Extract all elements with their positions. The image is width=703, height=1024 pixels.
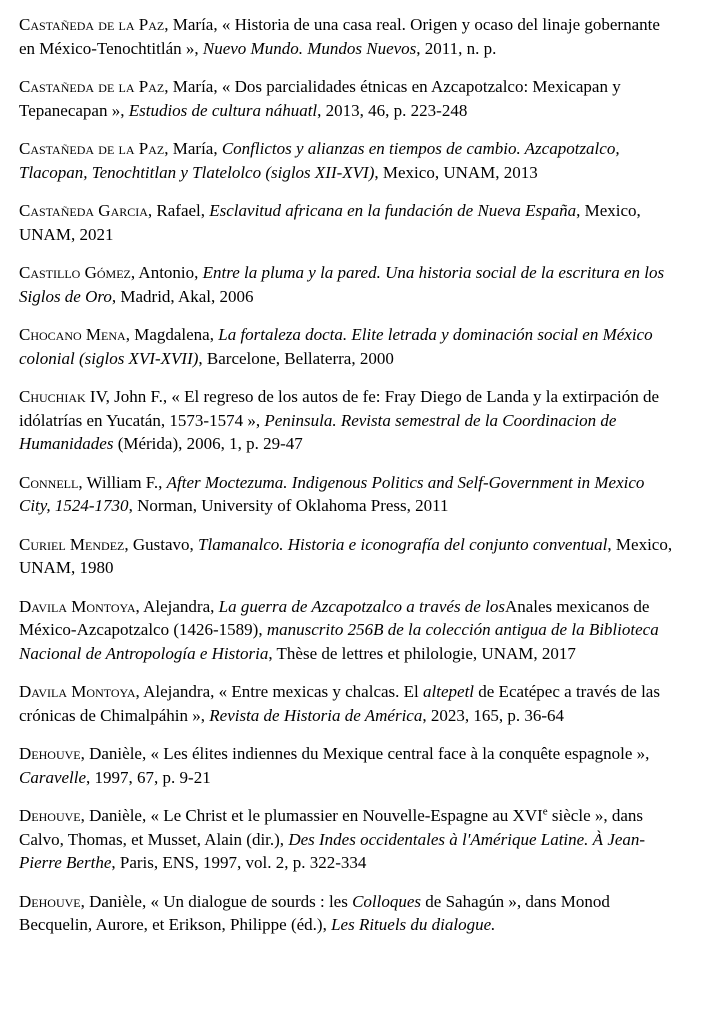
bibliography-entry [19,13,679,60]
entry-text: , Mexico, UNAM, 2013 [374,162,538,182]
bibliography-entry [19,595,679,666]
work-title: Entre la pluma y la pared. Una historia social de la escritura en los Siglos de Oro [19,263,665,306]
author-surname: Dehouve [19,891,81,911]
entry-text: IV, John F., « El regreso de los autos de fe: Fray Diego de Landa y la extirpación de idólatrías en Yucatán, 1573-1574 », [19,387,660,430]
entry-text: , William F., [78,472,167,492]
work-title: Peninsula. Revista semestral de la Coordinacion de Humanidades [19,410,617,453]
author-surname: Connell [19,472,79,492]
bibliography-entry [19,75,679,122]
author-surname: Curiel Mendez [19,534,125,554]
entry-text: , María, « Dos parcialidades étnicas en Azcapotzalco: Mexicapan y Tepanecapan », [19,77,621,120]
entry-text: , Magdalena, [125,325,219,344]
work-title: Des Indes occidentales à l'Amérique Latine. À Jean-Pierre Berthe [19,829,646,872]
entry-text: , 2013, 46, p. 223-248 [317,100,468,120]
entry-text: , Rafael, [147,201,210,220]
author-surname: Dehouve [19,806,81,825]
entry-text: Anales mexicanos de México-Azcapotzalco (1426-1589), [19,596,650,639]
entry-text: , Norman, University of Oklahoma Press, 2011 [128,496,449,515]
entry-text: , Paris, ENS, 1997, vol. 2, p. 322-334 [111,853,367,872]
work-title: manuscrito 256B de la colección antigua de la Biblioteca Nacional de Antropología e Historia [19,620,659,663]
entry-text: , Danièle, « Un dialogue de sourds : les [80,891,353,911]
work-title: Revista de Historia de América [209,705,423,725]
work-title: Caravelle [19,767,87,787]
bibliography-entry [19,742,679,789]
entry-text: , Thèse de lettres et philologie, UNAM, 2017 [268,643,576,663]
entry-text: , María, « Historia de una casa real. Origen y ocaso del linaje gobernante en México-Tenochtitlán », [19,15,660,58]
author-surname: Castañeda de la Paz [19,77,165,96]
entry-text: , Madrid, Akal, 2006 [111,286,254,306]
entry-text: , Danièle, « Le Christ et le plumassier en Nouvelle-Espagne au XVI [80,806,543,825]
work-title: La fortaleza docta. Elite letrada y dominación social en México colonial (siglos XVI-XVII) [19,325,653,368]
author-surname: Castañeda de la Paz [19,139,165,158]
work-title: Conflictos y alianzas en tiempos de cambio. Azcapotzalco, Tlacopan, Tenochtitlan y Tlatelolco (siglos XII-XVI) [19,139,620,182]
bibliography-list [19,13,679,937]
bibliography-entry [19,199,679,246]
entry-text: , Antonio, [130,263,203,282]
work-title: Colloques [352,891,422,911]
entry-text: de Ecatépec a través de las crónicas de Chimalpáhin », [19,682,660,725]
work-title: altepetl [423,682,475,701]
work-title: Estudios de cultura náhuatl [128,100,318,120]
superscript-ordinal: e [542,805,548,818]
work-title: Nuevo Mundo. Mundos Nuevos [202,38,417,58]
author-surname: Castañeda Garcia [19,201,148,220]
entry-text: , Mexico, UNAM, 1980 [19,534,673,577]
entry-text: , 2011, n. p. [416,38,497,58]
entry-text: , Mexico, UNAM, 2021 [19,201,641,244]
entry-text: , 2023, 165, p. 36-64 [422,705,565,725]
entry-text: , 1997, 67, p. 9-21 [86,767,211,787]
entry-text: (Mérida), 2006, 1, p. 29-47 [113,434,303,453]
author-surname: Davila Montoya [19,596,136,616]
entry-text: , Alejandra, [135,596,219,616]
work-title: La guerra de Azcapotzalco a través de los [218,596,505,616]
work-title: Esclavitud africana en la fundación de Nueva España [209,201,577,220]
author-surname: Chocano Mena [19,325,126,344]
bibliography-entry [19,137,679,184]
bibliography-entry [19,533,679,580]
entry-text: siècle », dans Calvo, Thomas, et Musset, Alain (dir.), [19,806,644,849]
entry-text: , Danièle, « Les élites indiennes du Mexique central face à la conquête espagnole », [80,744,650,763]
work-title: Tlamanalco. Historia e iconografía del conjunto conventual [198,534,608,554]
bibliography-entry [19,323,679,370]
author-surname: Chuchiak [19,387,86,406]
author-surname: Castañeda de la Paz [19,15,165,34]
work-title: After Moctezuma. Indigenous Politics and Self-Government in Mexico City, 1524-1730 [19,472,645,515]
entry-text: , Gustavo, [124,534,199,554]
bibliography-entry [19,680,679,727]
bibliography-entry [19,471,679,518]
bibliography-entry [19,385,679,456]
author-surname: Davila Montoya [19,682,136,701]
bibliography-entry [19,890,679,937]
author-surname: Dehouve [19,744,81,763]
bibliography-entry [19,804,679,875]
entry-text: , María, [164,139,222,158]
work-title: Les Rituels du dialogue. [331,915,496,934]
entry-text: , Barcelone, Bellaterra, 2000 [198,348,394,368]
entry-text: , Alejandra, « Entre mexicas y chalcas. El [135,682,424,701]
bibliography-entry [19,261,679,308]
author-surname: Castillo Gómez [19,263,131,282]
entry-text: de Sahagún », dans Monod Becquelin, Aurore, et Erikson, Philippe (éd.), [19,891,610,934]
